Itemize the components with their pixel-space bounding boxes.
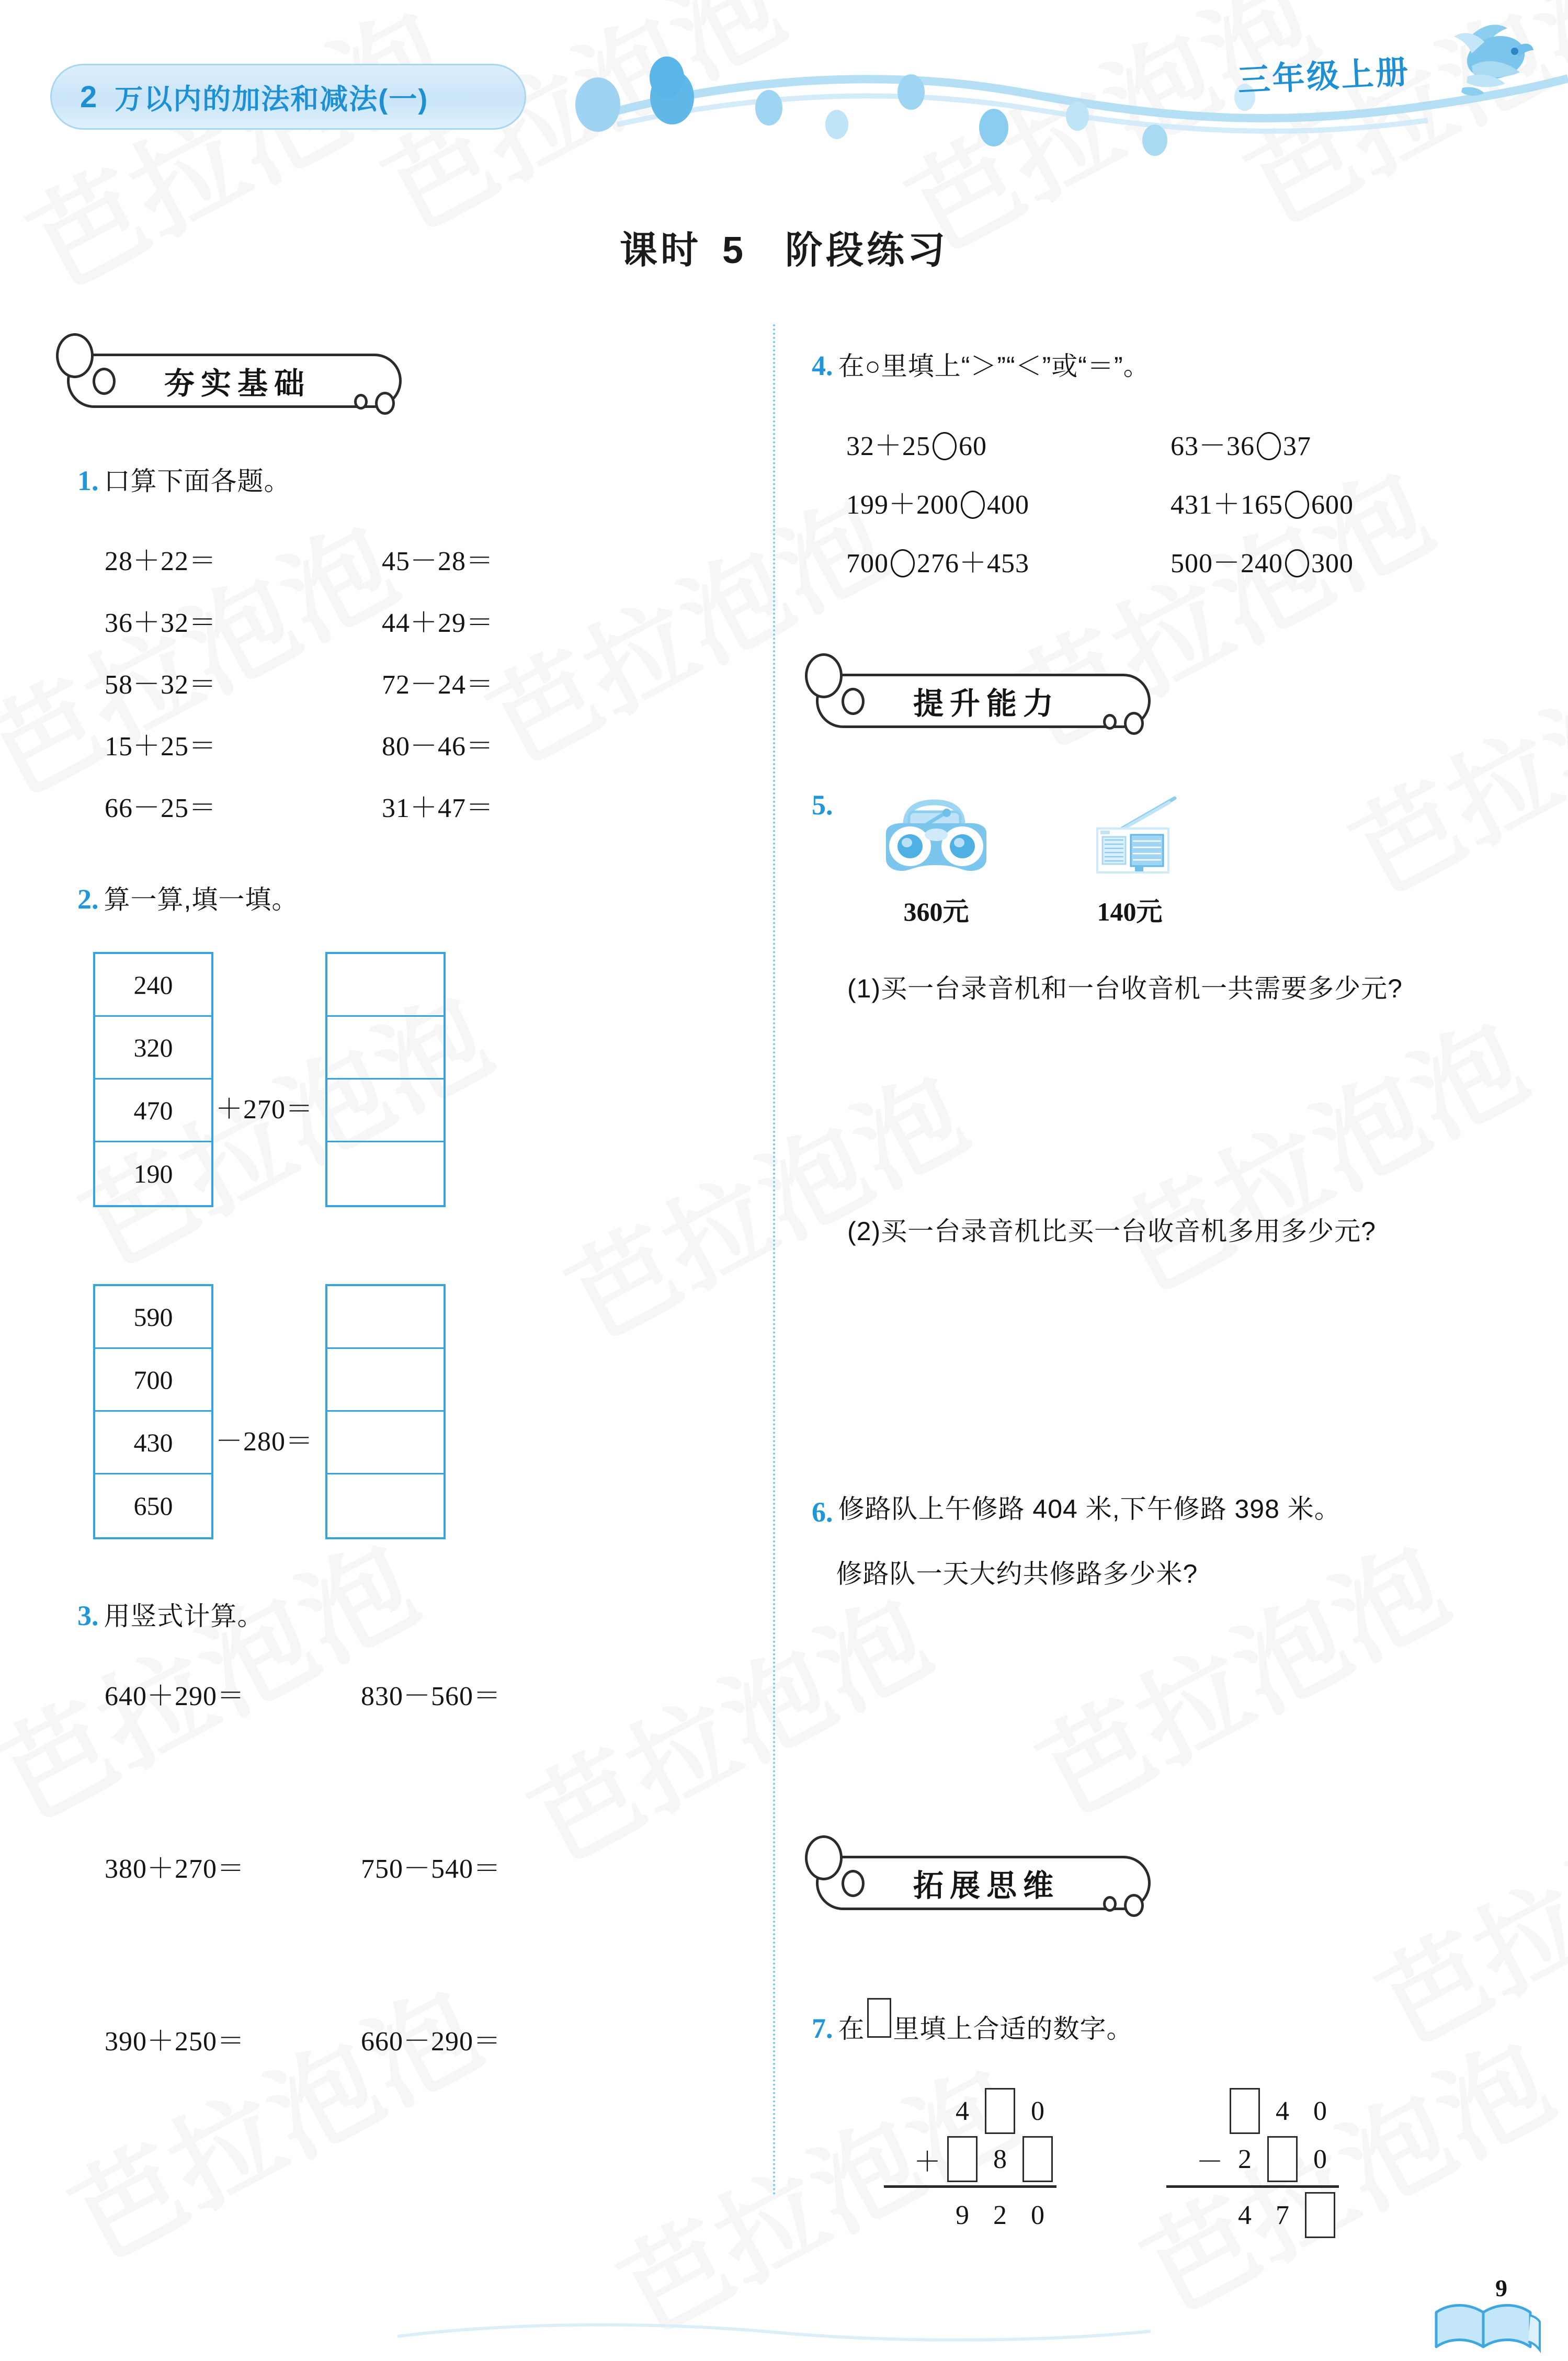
watermark-text bbox=[1088, 978, 1550, 1321]
table-cell-blank[interactable] bbox=[327, 1286, 444, 1349]
question-3-prompt: 用竖式计算。 bbox=[104, 1602, 264, 1631]
vsum-rule bbox=[1166, 2185, 1339, 2188]
q1-problem: 36＋32＝ bbox=[105, 608, 217, 638]
vsum-digit: 0 bbox=[1031, 2096, 1044, 2126]
pill-dot-small bbox=[650, 56, 684, 98]
q4-compare-row bbox=[1171, 424, 1311, 463]
q4-compare-row bbox=[846, 424, 987, 463]
watermark-text bbox=[1350, 1738, 1568, 2073]
q1-problem: 58－32＝ bbox=[105, 670, 217, 700]
vsum-digit: 9 bbox=[956, 2200, 969, 2230]
vsum-row-2 bbox=[1166, 2135, 1339, 2183]
question-5-sub-1 bbox=[847, 966, 1517, 1012]
question-7 bbox=[812, 1998, 1133, 2046]
page-header bbox=[0, 0, 1568, 173]
question-5-sub-2 bbox=[847, 1208, 1517, 1255]
bubble-icon bbox=[56, 333, 94, 378]
blank-square-icon[interactable] bbox=[1267, 2136, 1298, 2182]
question-3-heading bbox=[77, 1595, 264, 1633]
section-badge-label: 夯实基础 bbox=[164, 367, 311, 401]
question-7-heading bbox=[812, 1998, 1133, 2046]
q1-problem: 15＋25＝ bbox=[105, 732, 217, 762]
chapter-title: 万以内的加法和减法(一) bbox=[115, 83, 429, 115]
page-title bbox=[0, 220, 1568, 274]
product-radio bbox=[1051, 789, 1208, 928]
blank-square-icon[interactable] bbox=[1305, 2192, 1335, 2238]
q1-problem: 45－28＝ bbox=[382, 547, 494, 576]
bird-icon bbox=[1417, 9, 1538, 109]
question-2 bbox=[77, 879, 298, 916]
table-cell-blank[interactable] bbox=[327, 1412, 444, 1474]
question-6-line: 修路队一天大约共修路多少米? bbox=[836, 1559, 1198, 1588]
q3-problem: 750－540＝ bbox=[361, 1854, 502, 1884]
vsum-blank[interactable] bbox=[1264, 2135, 1301, 2183]
question-5 bbox=[812, 789, 838, 821]
table-cell: 240 bbox=[95, 954, 211, 1017]
column-divider bbox=[773, 324, 775, 2197]
vsum-row-1 bbox=[1166, 2087, 1339, 2135]
question-5-number: 5. bbox=[812, 789, 833, 821]
vsum-operator: ＋ bbox=[913, 2147, 941, 2177]
question-6-heading bbox=[812, 1496, 1507, 1587]
blank-square-icon[interactable] bbox=[947, 2136, 978, 2182]
radio-icon bbox=[1062, 789, 1198, 883]
q4-lhs: 63－36 bbox=[1171, 432, 1255, 461]
bubble-icon bbox=[93, 368, 116, 395]
vsum-digit: 4 bbox=[1238, 2200, 1252, 2230]
section-badge-basics bbox=[67, 354, 402, 408]
bubble-icon bbox=[1124, 712, 1144, 735]
question-2-number: 2. bbox=[77, 883, 99, 915]
table-cell-blank[interactable] bbox=[327, 1017, 444, 1080]
vsum-blank[interactable] bbox=[981, 2087, 1019, 2135]
footer-decoration bbox=[0, 2319, 1568, 2343]
vsum-digit: 4 bbox=[1276, 2096, 1289, 2126]
bubble-icon bbox=[375, 392, 395, 415]
q4-lhs: 199＋200 bbox=[846, 490, 959, 520]
comparison-blank-circle[interactable] bbox=[933, 432, 957, 460]
question-6 bbox=[812, 1496, 1507, 1587]
q4-lhs: 431＋165 bbox=[1171, 490, 1283, 520]
table-cell-blank[interactable] bbox=[327, 1349, 444, 1412]
q4-compare-row bbox=[846, 541, 1029, 580]
question-5-sub-2-text: (2)买一台录音机比买一台收音机多用多少元? bbox=[847, 1217, 1376, 1246]
section-badge-thinking bbox=[816, 1856, 1151, 1910]
q4-rhs: 60 bbox=[959, 432, 987, 461]
open-book-icon bbox=[1429, 2285, 1544, 2353]
q4-rhs: 400 bbox=[987, 490, 1030, 520]
question-3-number: 3. bbox=[77, 1600, 99, 1631]
table-cell: 590 bbox=[95, 1286, 211, 1349]
product-price: 360元 bbox=[903, 897, 969, 926]
question-3-problems bbox=[105, 1674, 732, 2057]
q4-lhs: 700 bbox=[846, 549, 889, 578]
question-1-problems bbox=[105, 539, 732, 821]
q4-compare-row bbox=[1171, 482, 1354, 521]
section-badge-label: 提升能力 bbox=[913, 687, 1060, 721]
vsum-digit: 0 bbox=[1031, 2200, 1044, 2230]
product-recorder bbox=[858, 789, 1015, 928]
page-title-lesson-number: 5 bbox=[722, 230, 744, 271]
q4-lhs: 32＋25 bbox=[846, 432, 931, 461]
question-7-number: 7. bbox=[812, 2013, 833, 2044]
q1-problem: 44＋29＝ bbox=[382, 608, 494, 638]
q4-lhs: 500－240 bbox=[1171, 549, 1283, 578]
q3-problem: 640＋290＝ bbox=[105, 1682, 245, 1711]
q4-compare-row bbox=[1171, 541, 1354, 580]
question-7-prompt-after: 里填上合适的数字。 bbox=[893, 2014, 1133, 2044]
product-price: 140元 bbox=[1097, 897, 1163, 926]
vsum-result-row bbox=[1166, 2191, 1339, 2239]
blank-square-icon[interactable] bbox=[985, 2088, 1015, 2134]
table-cell: 190 bbox=[133, 1159, 173, 1188]
blank-square-icon[interactable] bbox=[867, 1998, 891, 2038]
q4-compare-row bbox=[846, 482, 1029, 521]
q3-problem: 660－290＝ bbox=[361, 2027, 502, 2057]
vsum-digit: 2 bbox=[1238, 2144, 1252, 2174]
vsum-blank[interactable] bbox=[1226, 2087, 1264, 2135]
blank-square-icon[interactable] bbox=[1022, 2136, 1053, 2182]
question-4-prompt: 在○里填上“＞”“＜”或“＝”。 bbox=[838, 351, 1150, 381]
vsum-digit: 7 bbox=[1276, 2200, 1289, 2230]
q1-problem: 66－25＝ bbox=[105, 793, 217, 823]
question-4-heading bbox=[812, 345, 1150, 383]
question-7-prompt-before: 在 bbox=[838, 2014, 865, 2044]
bubble-icon bbox=[1124, 1894, 1144, 1917]
bubble-icon bbox=[1103, 1896, 1117, 1912]
vsum-digit: 2 bbox=[993, 2200, 1007, 2230]
bubble-icon bbox=[805, 1835, 843, 1880]
comparison-blank-circle[interactable] bbox=[1285, 491, 1309, 519]
q1-problem: 31＋47＝ bbox=[382, 793, 494, 823]
watermark-text bbox=[1324, 587, 1568, 922]
bubble-icon bbox=[354, 394, 368, 410]
vsum-blank[interactable] bbox=[944, 2135, 981, 2183]
chapter-number: 2 bbox=[80, 80, 97, 114]
q2-table1-operation: ＋270＝ bbox=[215, 1095, 314, 1125]
q1-problem: 80－46＝ bbox=[382, 732, 494, 762]
pill-dot-large bbox=[575, 77, 620, 132]
q4-rhs: 600 bbox=[1311, 490, 1354, 520]
table-cell-blank[interactable] bbox=[327, 954, 444, 1017]
section-badge-box bbox=[67, 354, 402, 408]
q7-vertical-sum-right bbox=[1166, 2087, 1339, 2239]
comparison-blank-circle[interactable] bbox=[1285, 549, 1309, 577]
table-cell-blank[interactable] bbox=[327, 1474, 444, 1537]
q2-table2-operation: －280＝ bbox=[215, 1427, 314, 1457]
page-title-name: 阶段练习 bbox=[785, 230, 949, 271]
bubble-icon bbox=[842, 1870, 865, 1897]
comparison-blank-circle[interactable] bbox=[961, 491, 985, 519]
question-6-number: 6. bbox=[812, 1496, 833, 1528]
question-4 bbox=[812, 345, 1150, 383]
blank-square-icon[interactable] bbox=[1230, 2088, 1260, 2134]
question-1-heading bbox=[77, 460, 291, 498]
vsum-digit: 0 bbox=[1313, 2096, 1327, 2126]
cassette-recorder-icon bbox=[868, 789, 1004, 883]
q3-problem: 390＋250＝ bbox=[105, 2027, 245, 2057]
table-cell: 650 bbox=[133, 1491, 173, 1520]
page-number: 9 bbox=[1495, 2275, 1507, 2301]
watermark-text bbox=[539, 1032, 990, 1367]
q3-problem: 380＋270＝ bbox=[105, 1854, 245, 1884]
table-cell: 470 bbox=[95, 1080, 211, 1142]
question-2-heading bbox=[77, 879, 298, 916]
section-badge-ability bbox=[816, 674, 1151, 728]
section-badge-box bbox=[816, 674, 1151, 728]
bubble-icon bbox=[842, 688, 865, 715]
question-6-line: 修路队上午修路 404 米,下午修路 398 米。 bbox=[838, 1494, 1341, 1524]
section-badge-label: 拓展思维 bbox=[913, 1869, 1060, 1903]
vsum-row-2 bbox=[884, 2135, 1056, 2183]
vsum-blank[interactable] bbox=[1019, 2135, 1056, 2183]
vsum-digit: 4 bbox=[956, 2096, 969, 2126]
vsum-digit: 0 bbox=[1313, 2144, 1327, 2174]
question-4-number: 4. bbox=[812, 350, 833, 381]
vsum-operator: － bbox=[1196, 2147, 1223, 2177]
vsum-digit: 8 bbox=[993, 2144, 1007, 2174]
q2-table2-inputs bbox=[93, 1284, 213, 1539]
vsum-blank[interactable] bbox=[1301, 2191, 1339, 2239]
vsum-result-row bbox=[884, 2191, 1056, 2239]
section-badge-box bbox=[816, 1856, 1151, 1910]
question-1 bbox=[77, 460, 291, 498]
q4-rhs: 300 bbox=[1311, 549, 1354, 578]
page-title-prefix: 课时 bbox=[619, 230, 701, 271]
table-cell: 320 bbox=[95, 1017, 211, 1080]
q3-problem: 830－560＝ bbox=[361, 1682, 502, 1711]
q2-table1-outputs[interactable] bbox=[325, 952, 446, 1207]
question-1-prompt: 口算下面各题。 bbox=[104, 467, 291, 496]
bubble-icon bbox=[1103, 714, 1117, 730]
table-cell: 430 bbox=[95, 1412, 211, 1474]
question-5-sub-1-text: (1)买一台录音机和一台收音机一共需要多少元? bbox=[847, 974, 1403, 1003]
table-cell: 700 bbox=[95, 1349, 211, 1412]
bubble-icon bbox=[805, 653, 843, 698]
question-1-number: 1. bbox=[77, 465, 99, 496]
q7-vertical-sum-left bbox=[884, 2087, 1056, 2239]
table-cell-blank[interactable] bbox=[327, 1080, 444, 1142]
q2-table2-outputs[interactable] bbox=[325, 1284, 446, 1539]
grade-label: 三年级上册 bbox=[1236, 54, 1411, 99]
question-4-problems bbox=[846, 424, 1516, 596]
question-3 bbox=[77, 1595, 264, 1633]
q1-problem: 28＋22＝ bbox=[105, 547, 217, 576]
comparison-blank-circle[interactable] bbox=[1257, 432, 1281, 460]
question-2-prompt: 算一算,填一填。 bbox=[104, 885, 299, 914]
q4-rhs: 276＋453 bbox=[917, 549, 1030, 578]
table-cell-blank[interactable] bbox=[327, 1142, 444, 1205]
q2-table1-inputs bbox=[93, 952, 213, 1207]
comparison-blank-circle[interactable] bbox=[891, 549, 915, 577]
q1-problem: 72－24＝ bbox=[382, 670, 494, 700]
vsum-row-1 bbox=[884, 2087, 1056, 2135]
vsum-rule bbox=[884, 2185, 1056, 2188]
chapter-pill bbox=[50, 64, 526, 130]
q4-rhs: 37 bbox=[1283, 432, 1312, 461]
